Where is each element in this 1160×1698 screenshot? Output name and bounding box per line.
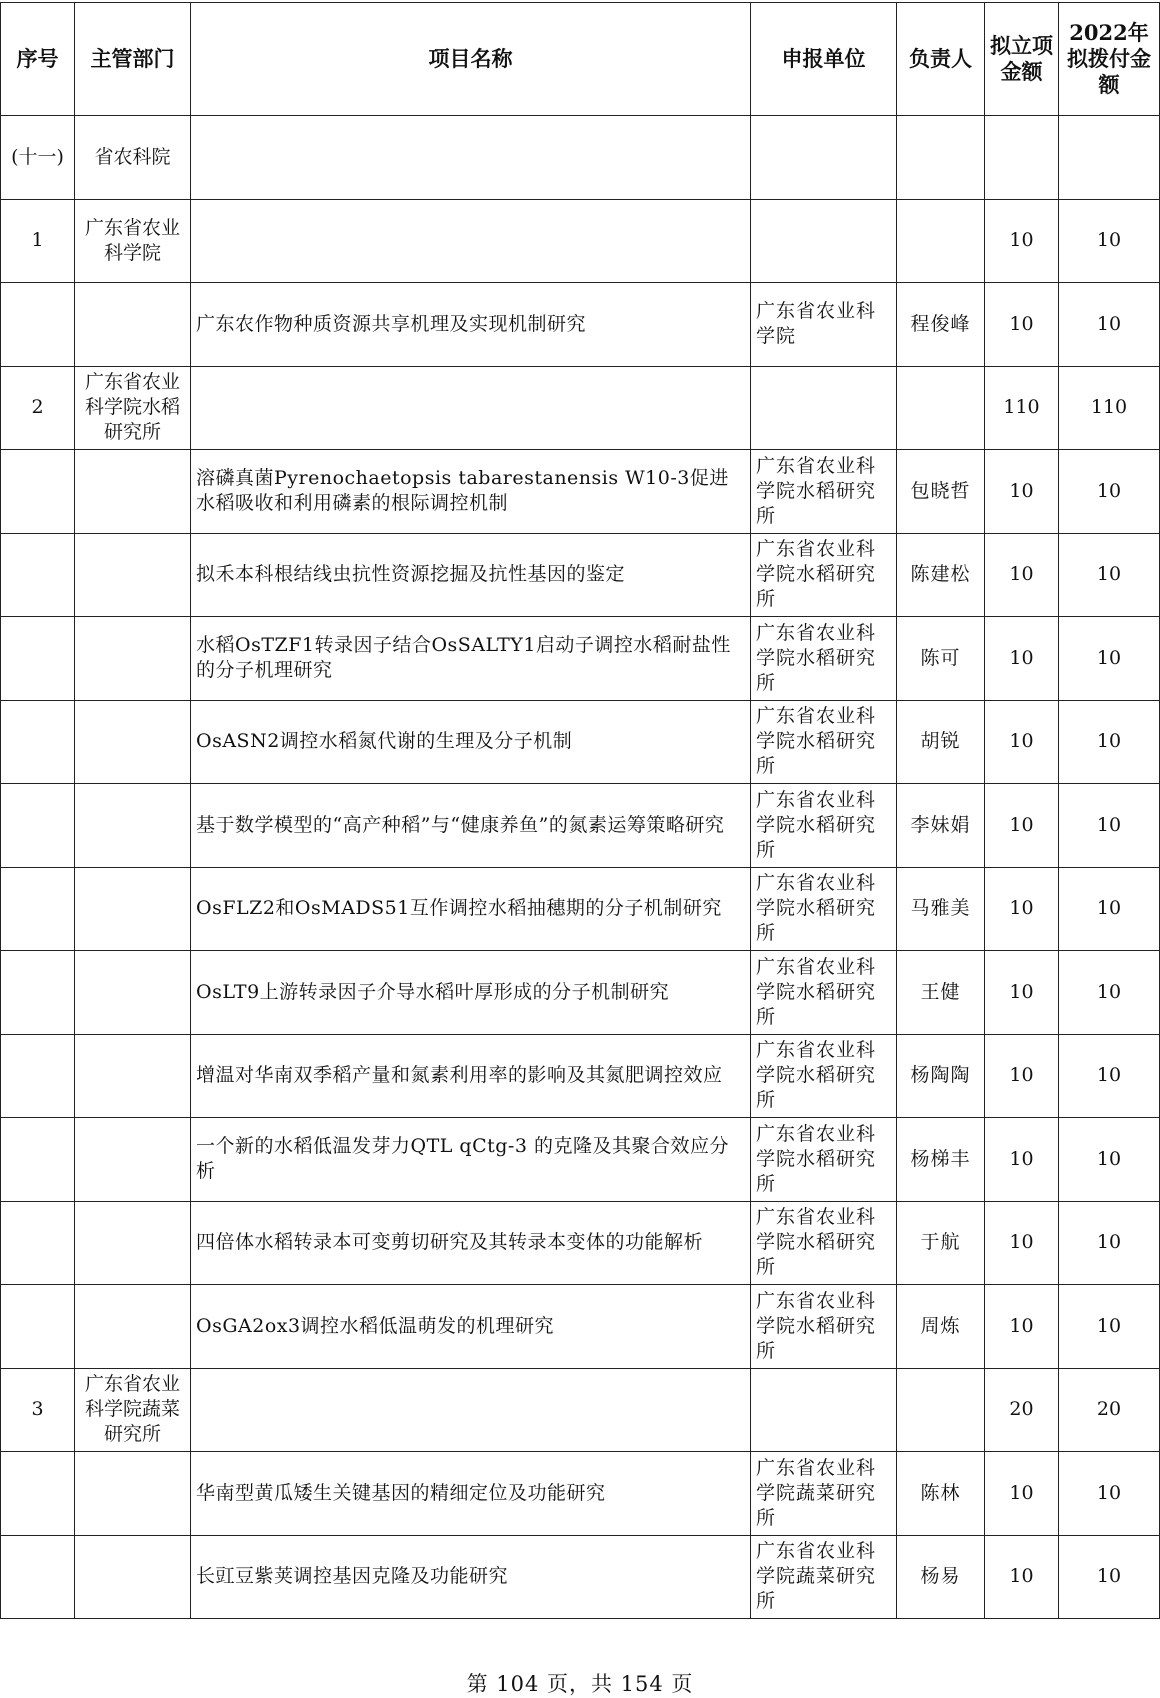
header-pay: 2022年拟拨付金额 — [1059, 3, 1160, 116]
project-table — [0, 2, 1160, 1619]
pay-cell: 10 — [1059, 283, 1160, 367]
dept-cell — [75, 533, 191, 617]
pay-cell: 10 — [1059, 1034, 1160, 1118]
amount-cell: 10 — [985, 1034, 1059, 1118]
table-row — [1, 1034, 1160, 1118]
pay-cell: 10 — [1059, 1118, 1160, 1202]
unit-cell: 广东省农业科学院 — [751, 283, 897, 367]
amount-cell: 10 — [985, 199, 1059, 283]
table-row — [1, 784, 1160, 868]
person-cell — [897, 366, 985, 450]
dept-cell — [75, 450, 191, 534]
table-row — [1, 1285, 1160, 1369]
dept-cell — [75, 1118, 191, 1202]
amount-cell: 10 — [985, 1285, 1059, 1369]
seq-cell — [1, 1034, 75, 1118]
dept-cell: 广东省农业科学院 — [75, 199, 191, 283]
seq-cell: 2 — [1, 366, 75, 450]
table-row — [1, 951, 1160, 1035]
project-name-cell: OsGA2ox3调控水稻低温萌发的机理研究 — [191, 1285, 751, 1369]
unit-cell: 广东省农业科学院水稻研究所 — [751, 700, 897, 784]
dept-cell — [75, 784, 191, 868]
person-cell: 包晓哲 — [897, 450, 985, 534]
header-person: 负责人 — [897, 3, 985, 116]
header-project: 项目名称 — [191, 3, 751, 116]
amount-cell: 10 — [985, 617, 1059, 701]
seq-cell — [1, 784, 75, 868]
pay-cell: 10 — [1059, 450, 1160, 534]
unit-cell: 广东省农业科学院水稻研究所 — [751, 867, 897, 951]
project-name-cell: 溶磷真菌Pyrenochaetopsis tabarestanensis W10-3促进水稻吸收和利用磷素的根际调控机制 — [191, 450, 751, 534]
person-cell: 程俊峰 — [897, 283, 985, 367]
seq-cell — [1, 617, 75, 701]
project-name-cell: 增温对华南双季稻产量和氮素利用率的影响及其氮肥调控效应 — [191, 1034, 751, 1118]
dept-cell — [75, 951, 191, 1035]
pay-cell: 20 — [1059, 1368, 1160, 1452]
pay-cell: 10 — [1059, 951, 1160, 1035]
project-name-cell: 一个新的水稻低温发芽力QTL qCtg-3 的克隆及其聚合效应分析 — [191, 1118, 751, 1202]
person-cell: 王健 — [897, 951, 985, 1035]
table-row — [1, 1452, 1160, 1536]
project-name-cell: 长豇豆紫荚调控基因克隆及功能研究 — [191, 1535, 751, 1619]
seq-cell — [1, 1535, 75, 1619]
unit-cell: 广东省农业科学院水稻研究所 — [751, 1285, 897, 1369]
person-cell: 杨陶陶 — [897, 1034, 985, 1118]
seq-cell — [1, 450, 75, 534]
amount-cell: 20 — [985, 1368, 1059, 1452]
seq-cell — [1, 1201, 75, 1285]
unit-cell: 广东省农业科学院水稻研究所 — [751, 1034, 897, 1118]
person-cell — [897, 1368, 985, 1452]
amount-cell: 10 — [985, 867, 1059, 951]
table-row — [1, 1368, 1160, 1452]
page-footer: 第 104 页，共 154 页 — [466, 1672, 694, 1696]
table-row — [1, 116, 1160, 200]
amount-cell: 10 — [985, 1201, 1059, 1285]
seq-cell — [1, 1452, 75, 1536]
amount-cell: 10 — [985, 1452, 1059, 1536]
project-name-cell: 四倍体水稻转录本可变剪切研究及其转录本变体的功能解析 — [191, 1201, 751, 1285]
seq-cell: (十一) — [1, 116, 75, 200]
table-row — [1, 1535, 1160, 1619]
project-name-cell — [191, 199, 751, 283]
person-cell: 于航 — [897, 1201, 985, 1285]
person-cell: 陈林 — [897, 1452, 985, 1536]
person-cell — [897, 199, 985, 283]
dept-cell — [75, 617, 191, 701]
amount-cell — [985, 116, 1059, 200]
pay-cell — [1059, 116, 1160, 200]
unit-cell: 广东省农业科学院水稻研究所 — [751, 1118, 897, 1202]
dept-cell: 广东省农业科学院水稻研究所 — [75, 366, 191, 450]
header-amount: 拟立项金额 — [985, 3, 1059, 116]
person-cell: 陈可 — [897, 617, 985, 701]
person-cell — [897, 116, 985, 200]
project-name-cell: OsLT9上游转录因子介导水稻叶厚形成的分子机制研究 — [191, 951, 751, 1035]
pay-cell: 10 — [1059, 199, 1160, 283]
dept-cell — [75, 1535, 191, 1619]
pay-cell: 10 — [1059, 1452, 1160, 1536]
unit-cell — [751, 116, 897, 200]
project-name-cell: 华南型黄瓜矮生关键基因的精细定位及功能研究 — [191, 1452, 751, 1536]
dept-cell — [75, 1285, 191, 1369]
project-name-cell — [191, 116, 751, 200]
person-cell: 陈建松 — [897, 533, 985, 617]
person-cell: 周炼 — [897, 1285, 985, 1369]
pay-cell: 10 — [1059, 533, 1160, 617]
project-name-cell: OsFLZ2和OsMADS51互作调控水稻抽穗期的分子机制研究 — [191, 867, 751, 951]
table-row — [1, 450, 1160, 534]
dept-cell — [75, 283, 191, 367]
dept-cell: 广东省农业科学院蔬菜研究所 — [75, 1368, 191, 1452]
project-name-cell: 拟禾本科根结线虫抗性资源挖掘及抗性基因的鉴定 — [191, 533, 751, 617]
person-cell: 杨梯丰 — [897, 1118, 985, 1202]
dept-cell — [75, 867, 191, 951]
seq-cell — [1, 700, 75, 784]
seq-cell — [1, 1118, 75, 1202]
dept-cell: 省农科院 — [75, 116, 191, 200]
table-row — [1, 199, 1160, 283]
project-name-cell: 广东农作物种质资源共享机理及实现机制研究 — [191, 283, 751, 367]
seq-cell — [1, 1285, 75, 1369]
dept-cell — [75, 1034, 191, 1118]
amount-cell: 10 — [985, 533, 1059, 617]
person-cell: 马雅美 — [897, 867, 985, 951]
header-dept: 主管部门 — [75, 3, 191, 116]
amount-cell: 10 — [985, 700, 1059, 784]
pay-cell: 10 — [1059, 867, 1160, 951]
seq-cell: 1 — [1, 199, 75, 283]
person-cell: 胡锐 — [897, 700, 985, 784]
project-name-cell — [191, 366, 751, 450]
pay-cell: 10 — [1059, 1285, 1160, 1369]
seq-cell — [1, 533, 75, 617]
table-row — [1, 533, 1160, 617]
person-cell: 李妹娟 — [897, 784, 985, 868]
amount-cell: 10 — [985, 450, 1059, 534]
person-cell: 杨易 — [897, 1535, 985, 1619]
amount-cell: 110 — [985, 366, 1059, 450]
unit-cell — [751, 1368, 897, 1452]
unit-cell: 广东省农业科学院水稻研究所 — [751, 533, 897, 617]
unit-cell: 广东省农业科学院蔬菜研究所 — [751, 1535, 897, 1619]
project-name-cell: OsASN2调控水稻氮代谢的生理及分子机制 — [191, 700, 751, 784]
amount-cell: 10 — [985, 951, 1059, 1035]
project-name-cell: 基于数学模型的“高产种稻”与“健康养鱼”的氮素运筹策略研究 — [191, 784, 751, 868]
unit-cell — [751, 199, 897, 283]
dept-cell — [75, 1452, 191, 1536]
table-row — [1, 366, 1160, 450]
table-row — [1, 617, 1160, 701]
unit-cell: 广东省农业科学院水稻研究所 — [751, 784, 897, 868]
table-row — [1, 1118, 1160, 1202]
amount-cell: 10 — [985, 784, 1059, 868]
pay-cell: 10 — [1059, 1201, 1160, 1285]
unit-cell — [751, 366, 897, 450]
header-row — [1, 3, 1160, 116]
pay-cell: 10 — [1059, 1535, 1160, 1619]
unit-cell: 广东省农业科学院蔬菜研究所 — [751, 1452, 897, 1536]
pay-cell: 10 — [1059, 700, 1160, 784]
pay-cell: 10 — [1059, 617, 1160, 701]
seq-cell — [1, 867, 75, 951]
unit-cell: 广东省农业科学院水稻研究所 — [751, 617, 897, 701]
unit-cell: 广东省农业科学院水稻研究所 — [751, 1201, 897, 1285]
amount-cell: 10 — [985, 1535, 1059, 1619]
pay-cell: 10 — [1059, 784, 1160, 868]
unit-cell: 广东省农业科学院水稻研究所 — [751, 450, 897, 534]
seq-cell: 3 — [1, 1368, 75, 1452]
project-name-cell: 水稻OsTZF1转录因子结合OsSALTY1启动子调控水稻耐盐性的分子机理研究 — [191, 617, 751, 701]
dept-cell — [75, 700, 191, 784]
table-row — [1, 1201, 1160, 1285]
project-name-cell — [191, 1368, 751, 1452]
header-unit: 申报单位 — [751, 3, 897, 116]
amount-cell: 10 — [985, 1118, 1059, 1202]
table-row — [1, 700, 1160, 784]
header-seq: 序号 — [1, 3, 75, 116]
seq-cell — [1, 283, 75, 367]
seq-cell — [1, 951, 75, 1035]
table-row — [1, 283, 1160, 367]
unit-cell: 广东省农业科学院水稻研究所 — [751, 951, 897, 1035]
dept-cell — [75, 1201, 191, 1285]
table-row — [1, 867, 1160, 951]
pay-cell: 110 — [1059, 366, 1160, 450]
amount-cell: 10 — [985, 283, 1059, 367]
